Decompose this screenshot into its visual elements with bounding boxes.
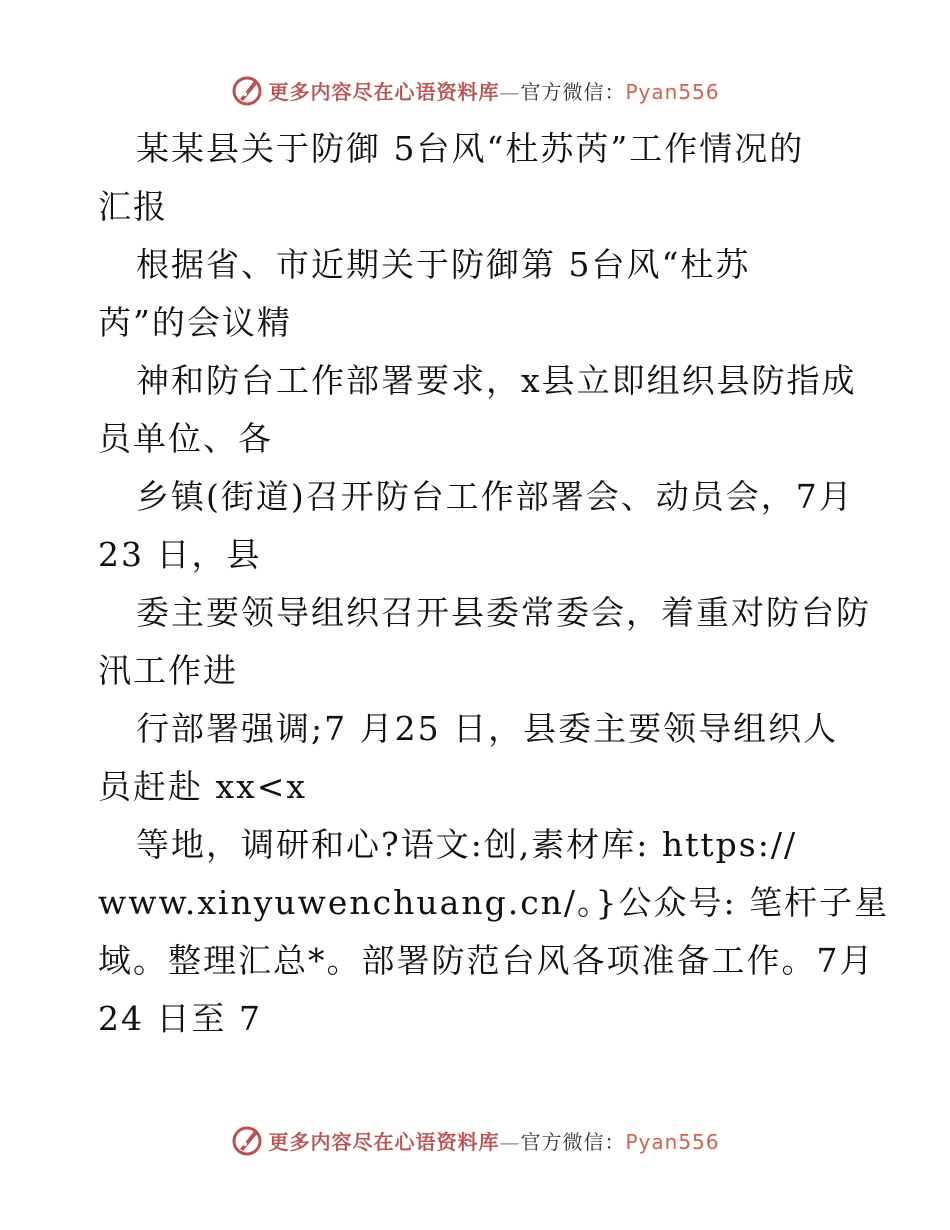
document-body (98, 120, 890, 1048)
banner-wechat-label: 官方微信： (520, 1129, 626, 1154)
banner-text (268, 76, 719, 105)
pen-nib-logo-icon (230, 1123, 264, 1157)
banner-separator: — (499, 79, 521, 104)
header-banner (0, 70, 950, 110)
document-line: www.xinyuwenchuang.cn/。}公众号: 笔杆子星 (98, 883, 890, 922)
document-line: 委主要领导组织召开县委常委会，着重对防台防 (136, 593, 871, 632)
document-line: 汛工作进 (98, 651, 238, 690)
footer-banner (0, 1120, 950, 1160)
banner-text (268, 1126, 719, 1155)
document-line: 某某县关于防御 5台风“杜苏芮”工作情况的 (136, 129, 805, 168)
banner-wechat-id: Pyan556 (625, 1129, 720, 1154)
document-line: 行部署强调;7 月25 日，县委主要领导组织人 (136, 709, 839, 748)
document-line: 汇报 (98, 187, 168, 226)
banner-main-text: 更多内容尽在心语资料库 (268, 1129, 500, 1154)
document-line: 23 日，县 (98, 535, 262, 574)
banner-main-text: 更多内容尽在心语资料库 (268, 79, 500, 104)
pen-nib-logo-icon (230, 73, 264, 107)
document-line: 等地，调研和心?语文:创,素材库: https:// (136, 825, 798, 864)
document-line: 域。整理汇总*。部署防范台风各项准备工作。7月 (98, 941, 875, 980)
banner-wechat-label: 官方微信： (520, 79, 626, 104)
banner-separator: — (499, 1129, 521, 1154)
document-line: 根据省、市近期关于防御第 5台风“杜苏 (136, 245, 751, 284)
document-line: 乡镇(街道)召开防台工作部署会、动员会，7月 (136, 477, 854, 516)
document-line: 24 日至 7 (98, 999, 262, 1038)
document-line: 神和防台工作部署要求，x县立即组织县防指成 (136, 361, 857, 400)
banner-wechat-id: Pyan556 (625, 79, 720, 104)
document-line: 芮”的会议精 (98, 303, 292, 342)
document-line: 员赶赴 xx<x (98, 767, 307, 806)
document-line: 员单位、各 (98, 419, 273, 458)
